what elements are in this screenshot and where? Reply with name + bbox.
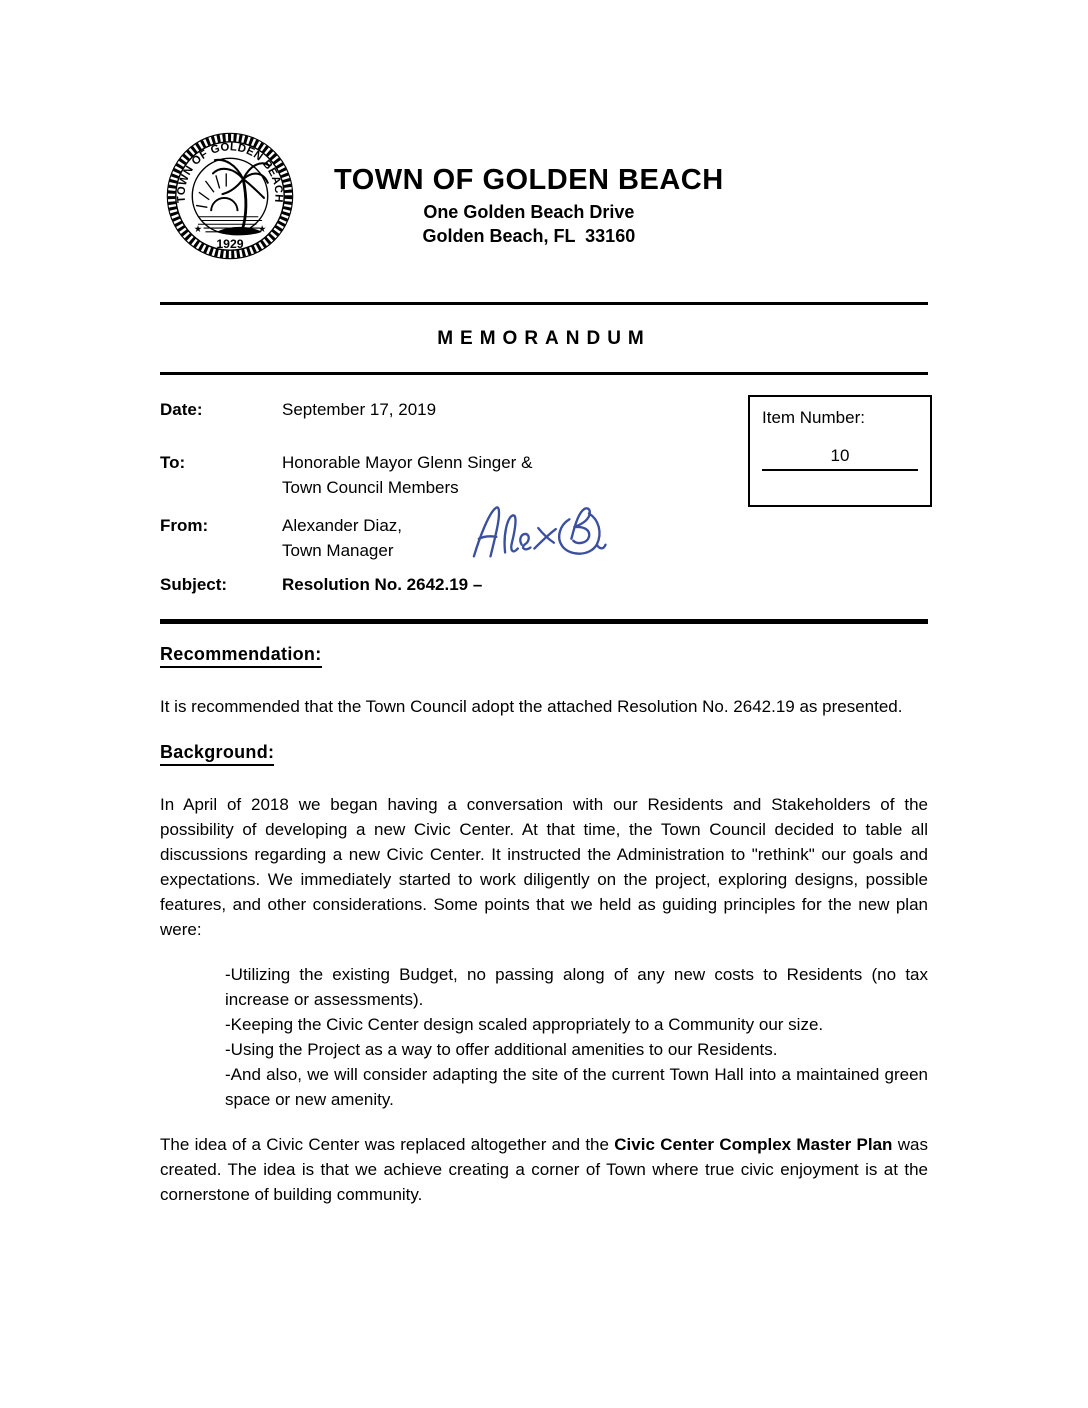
background-intro: In April of 2018 we began having a conversation with our Residents and Stakeholders of the possibility of developing a new Civic Center. At that time, the Town Council decided to table all discussions regarding a new Civic Center. It instructed the Administration to "rethink" our goals and expectations. We immediately started to work diligently on the project, exploring designs, possible features, and other considerations. Some points that we held as guiding principles for the new plan were: <box>160 795 928 939</box>
seal-sun-rays-icon <box>196 173 226 207</box>
seal-ring-text: TOWN OF GOLDEN BEACH <box>175 141 285 204</box>
list-item: -And also, we will consider adapting the site of the current Town Hall into a maintained green space or new amenity. <box>225 1065 928 1109</box>
closing-text-post: was created. The idea is that we achieve creating a corner of Town where true civic enjoyment is at the cornerstone of building community. <box>160 1135 928 1204</box>
to-value <box>282 450 532 500</box>
date-label: Date: <box>160 400 203 419</box>
from-label: From: <box>160 516 209 535</box>
item-number-value: 10 <box>762 445 918 471</box>
memo-meta <box>160 397 928 597</box>
guiding-principles-list <box>225 962 928 1112</box>
org-address-line2: Golden Beach, FL 33160 <box>422 226 636 246</box>
memo-title: MEMORANDUM <box>437 328 651 349</box>
list-item: -Utilizing the existing Budget, no passing along of any new costs to Residents (no tax increase or assessments). <box>225 965 928 1009</box>
closing-text-bold: Civic Center Complex Master Plan <box>614 1135 893 1154</box>
list-item: -Using the Project as a way to offer additional amenities to our Residents. <box>225 1040 778 1059</box>
to-value-line2: Town Council Members <box>282 478 459 497</box>
signature-graphic <box>470 495 626 567</box>
memo-content <box>160 0 928 1207</box>
date-value: September 17, 2019 <box>282 400 437 419</box>
recommendation-heading: Recommendation: <box>160 644 322 668</box>
divider-under-title <box>160 372 928 375</box>
from-value-line1: Alexander Diaz, <box>282 516 403 535</box>
item-number-box <box>748 395 932 507</box>
letterhead-text <box>334 130 724 248</box>
recommendation-heading-row <box>160 644 928 668</box>
divider-top <box>160 302 928 305</box>
org-address-line1: One Golden Beach Drive <box>423 202 635 222</box>
seal-star-right-icon: ★ <box>257 222 267 234</box>
seal-star-left-icon: ★ <box>193 222 203 234</box>
background-heading-row <box>160 742 928 766</box>
to-label: To: <box>160 453 186 472</box>
background-heading: Background: <box>160 742 274 766</box>
seal-year: 1929 <box>216 236 244 251</box>
signature-icon <box>470 495 626 567</box>
list-item: -Keeping the Civic Center design scaled appropriately to a Community our size. <box>225 1015 824 1034</box>
subject-value: Resolution No. 2642.19 – <box>282 575 483 594</box>
subject-label: Subject: <box>160 575 228 594</box>
meta-row-subject <box>160 572 928 597</box>
town-seal-icon <box>164 130 296 262</box>
divider-thick <box>160 619 928 624</box>
closing-text-pre: The idea of a Civic Center was replaced altogether and the <box>160 1135 615 1154</box>
recommendation-body: It is recommended that the Town Council adopt the attached Resolution No. 2642.19 as presented. <box>160 697 903 716</box>
background-closing <box>160 1132 928 1207</box>
from-value-line2: Town Manager <box>282 541 394 560</box>
item-number-label: Item Number: <box>762 408 865 427</box>
seal-palm-tree-icon <box>213 160 270 230</box>
town-seal-graphic <box>164 130 296 262</box>
from-value <box>282 513 402 563</box>
letterhead <box>160 130 928 262</box>
org-name: TOWN OF GOLDEN BEACH <box>334 164 724 196</box>
seal-sun-icon <box>211 198 237 211</box>
to-value-line1: Honorable Mayor Glenn Singer & <box>282 453 533 472</box>
